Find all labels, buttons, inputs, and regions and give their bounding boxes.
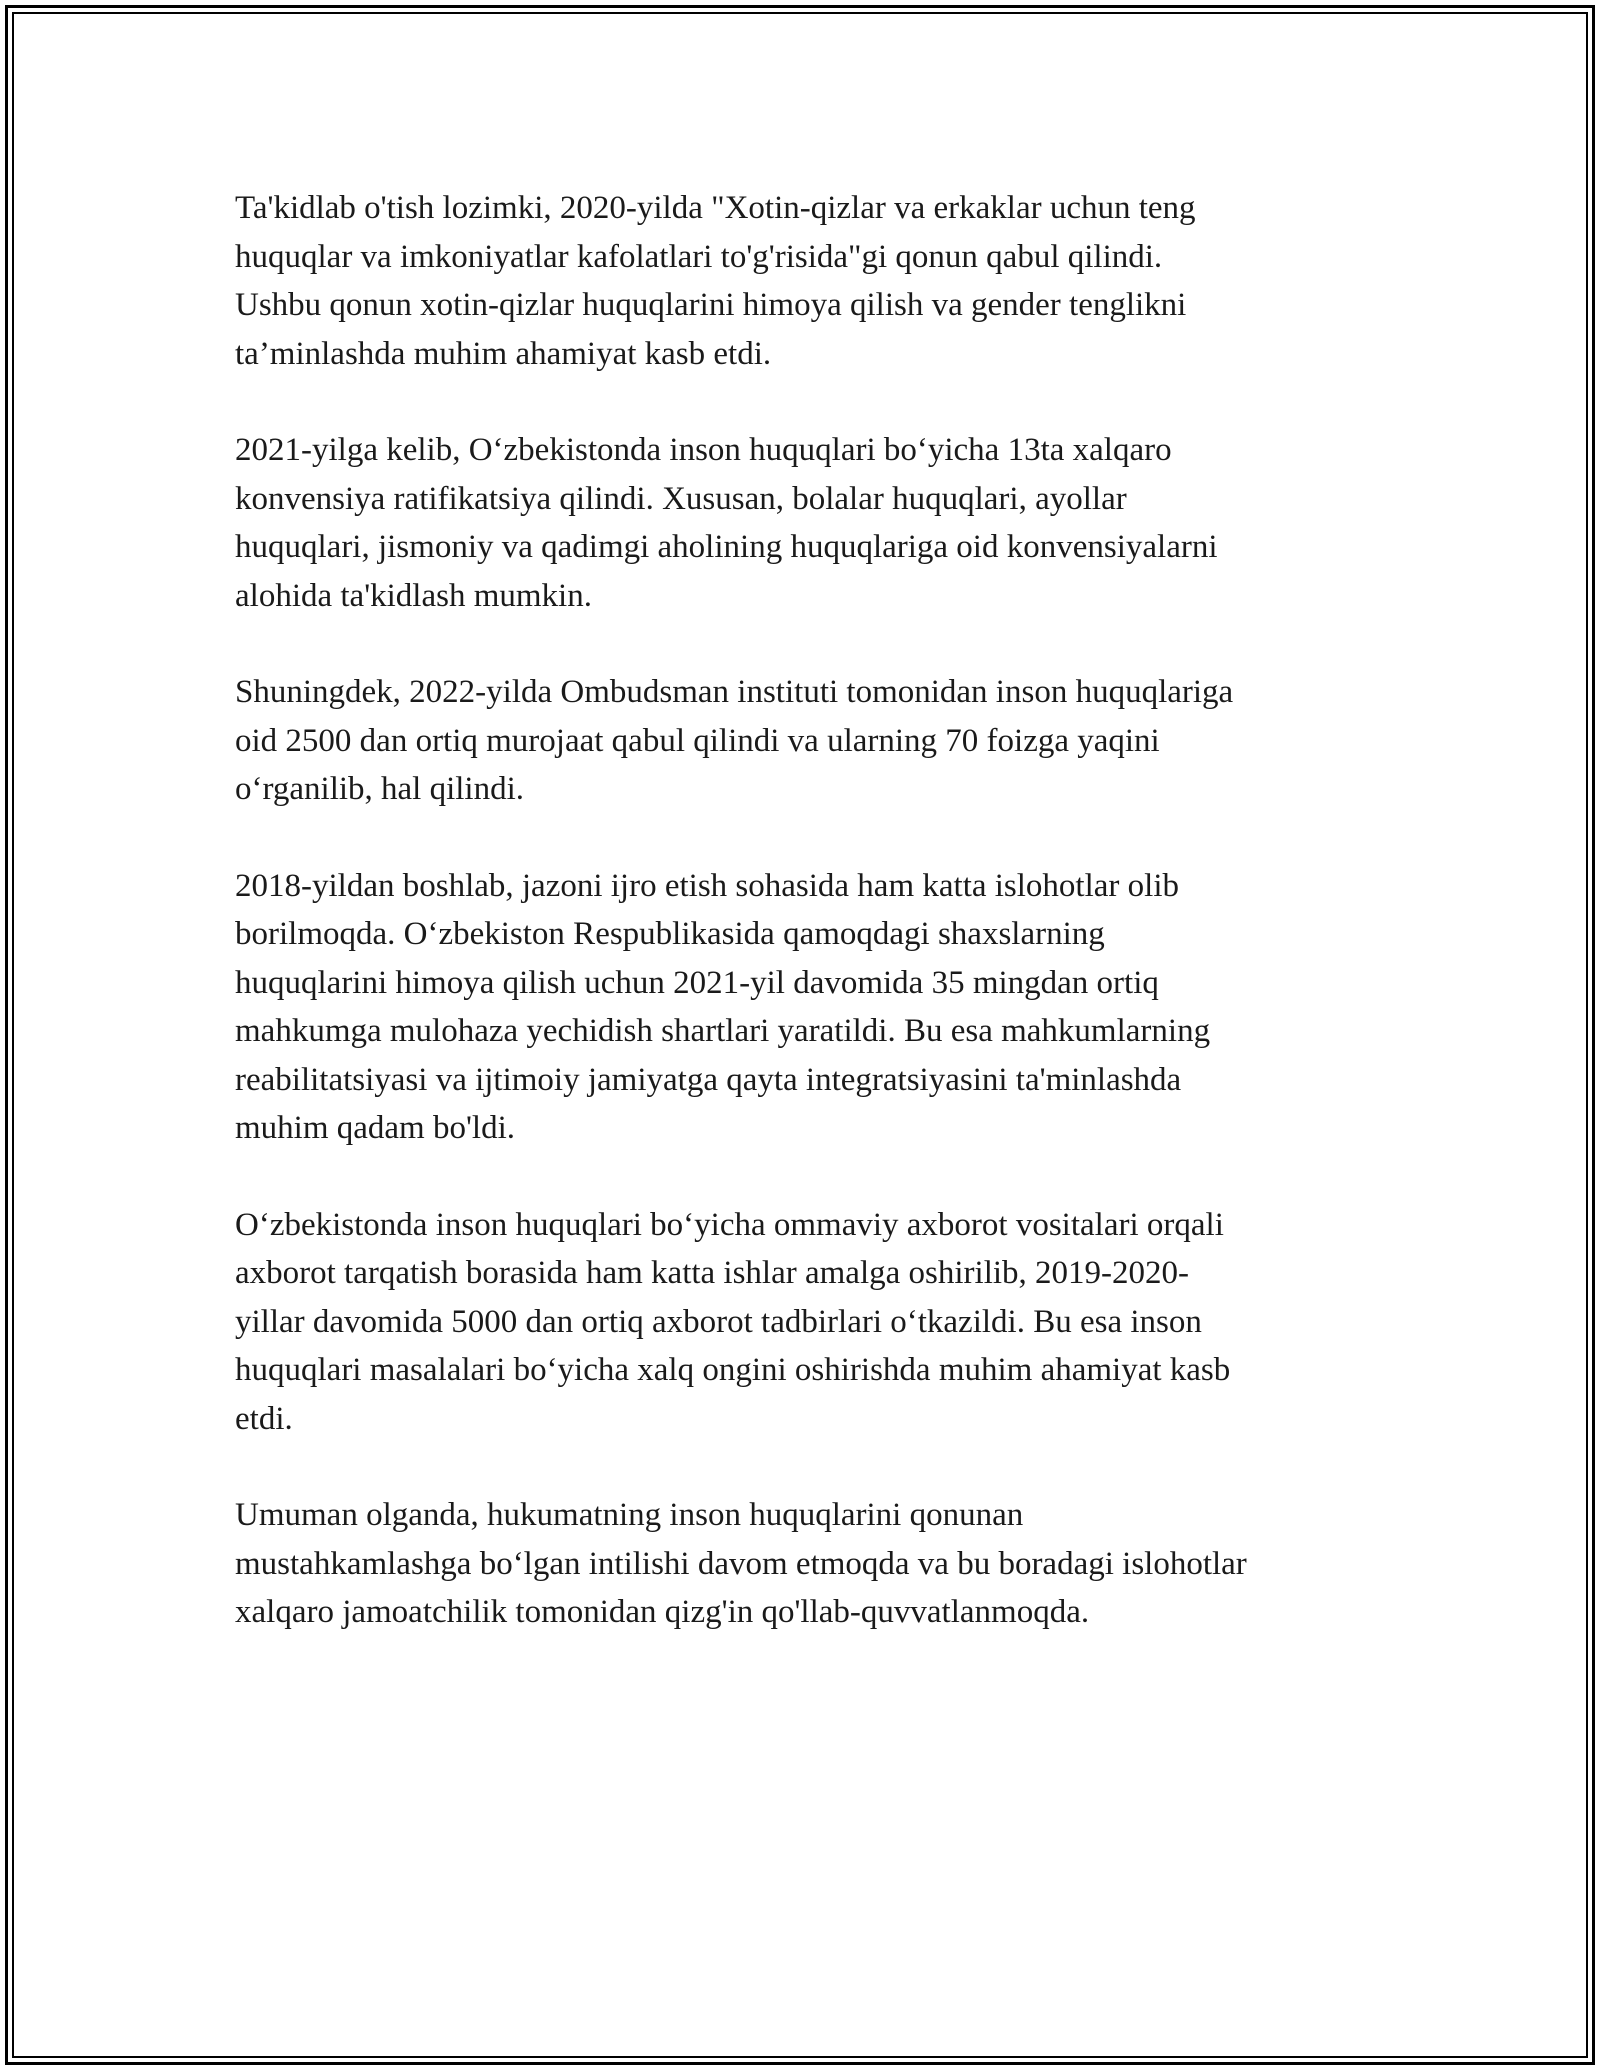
text-line: mustahkamlashga bo‘lgan intilishi davom etmoqda va bu boradagi islohotlar	[235, 1545, 1247, 1582]
text-line: xalqaro jamoatchilik tomonidan qizg'in qo'llab-quvvatlanmoqda.	[235, 1594, 1090, 1630]
text-line: Umuman olganda, hukumatning inson huquqlarini qonunan	[235, 1497, 1024, 1533]
text-line: konvensiya ratifikatsiya qilindi. Xususan, bolalar huquqlari, ayollar	[235, 480, 1127, 517]
text-line: yillar davomida 5000 dan ortiq axborot tadbirlari o‘tkazildi. Bu esa inson	[235, 1303, 1202, 1340]
text-line: reabilitatsiyasi va ijtimoiy jamiyatga qayta integratsiyasini ta'minlashda	[235, 1061, 1182, 1098]
text-line: Ushbu qonun xotin-qizlar huquqlarini himoya qilish va gender tenglikni	[235, 287, 1187, 323]
text-line: ta’minlashda muhim ahamiyat kasb etdi.	[235, 335, 772, 372]
text-line: oid 2500 dan ortiq murojaat qabul qilindi va ularning 70 foizga yaqini	[235, 722, 1160, 759]
text-line: alohida ta'kidlash mumkin.	[235, 577, 592, 614]
paragraph-5	[235, 1201, 1370, 1444]
text-line: 2021-yilga kelib, O‘zbekistonda inson huquqlari bo‘yicha 13ta xalqaro	[235, 432, 1172, 468]
text-line: huquqlar va imkoniyatlar kafolatlari to'g'risida"gi qonun qabul qilindi.	[235, 238, 1163, 275]
text-line: mahkumga mulohaza yechidish shartlari yaratildi. Bu esa mahkumlarning	[235, 1013, 1211, 1049]
text-line: o‘rganilib, hal qilindi.	[235, 771, 525, 807]
text-line: O‘zbekistonda inson huquqlari bo‘yicha ommaviy axborot vositalari orqali	[235, 1206, 1224, 1243]
paragraph-6	[235, 1491, 1370, 1637]
text-line: 2018-yildan boshlab, jazoni ijro etish sohasida ham katta islohotlar olib	[235, 867, 1179, 904]
paragraph-4	[235, 862, 1370, 1153]
document-body	[235, 184, 1370, 1685]
text-line: huquqlari masalalari bo‘yicha xalq ongini oshirishda muhim ahamiyat kasb	[235, 1352, 1231, 1388]
text-line: Ta'kidlab o'tish lozimki, 2020-yilda "Xotin-qizlar va erkaklar uchun teng	[235, 190, 1196, 226]
paragraph-3	[235, 668, 1370, 814]
text-line: Shuningdek, 2022-yilda Ombudsman instituti tomonidan inson huquqlariga	[235, 674, 1234, 710]
text-line: muhim qadam bo'ldi.	[235, 1110, 516, 1146]
paragraph-2	[235, 426, 1370, 620]
paragraph-1	[235, 184, 1370, 378]
text-line: borilmoqda. O‘zbekiston Respublikasida qamoqdagi shaxslarning	[235, 916, 1105, 952]
text-line: huquqlarini himoya qilish uchun 2021-yil davomida 35 mingdan ortiq	[235, 964, 1159, 1001]
text-line: etdi.	[235, 1400, 293, 1437]
text-line: axborot tarqatish borasida ham katta ishlar amalga oshirilib, 2019-2020-	[235, 1255, 1190, 1291]
text-line: huquqlari, jismoniy va qadimgi aholining huquqlariga oid konvensiyalarni	[235, 529, 1218, 565]
